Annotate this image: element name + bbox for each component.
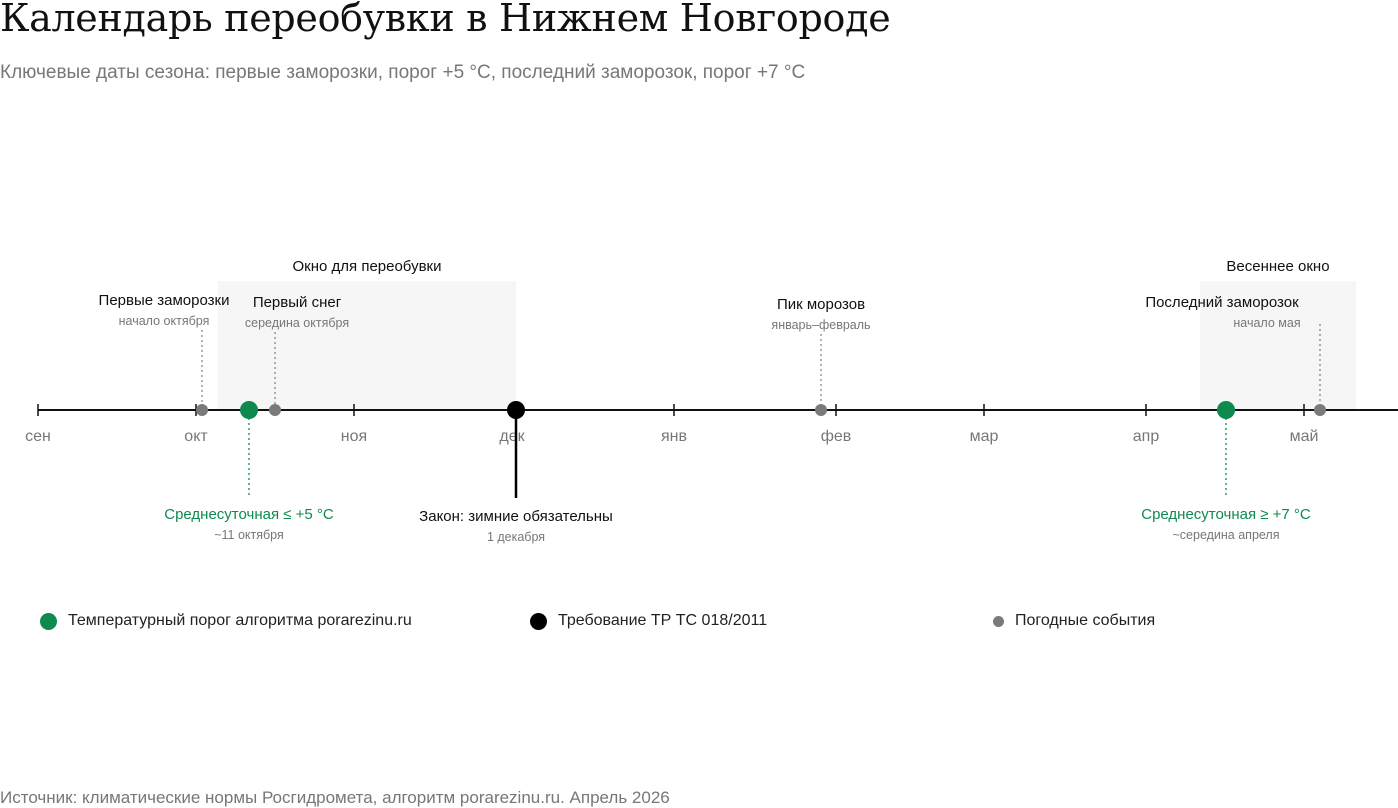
legend-label-threshold: Температурный порог алгоритма porarezinu.ru	[68, 612, 412, 629]
month-label-fev: фев	[820, 428, 852, 445]
month-label-yanv: янв	[661, 428, 687, 445]
black-dot-icon	[530, 613, 547, 630]
legend-label-law: Требование ТР ТС 018/2011	[558, 612, 768, 629]
month-label-sep: сен	[25, 428, 51, 445]
first-snow-dot-icon	[269, 404, 281, 416]
spring-window-label: Весеннее окно	[1226, 258, 1330, 275]
peak-frost-note: январь–февраль	[771, 318, 871, 332]
autumn-window-label: Окно для переобувки	[292, 258, 442, 275]
last-frost-dot-icon	[1314, 404, 1326, 416]
threshold-spring-title: Среднесуточная ≥ +7 °C	[1141, 506, 1311, 523]
last-frost-note: начало мая	[1233, 316, 1301, 330]
page-subtitle: Ключевые даты сезона: первые заморозки, порог +5 °C, последний заморозок, порог +7 °C	[0, 62, 806, 83]
last-frost-title: Последний заморозок	[1145, 294, 1299, 311]
law-dot-icon	[507, 401, 525, 419]
legend-item-threshold	[40, 612, 412, 630]
first-snow-title: Первый снег	[252, 294, 342, 311]
first-snow-note: середина октября	[244, 316, 350, 330]
legend-item-law	[530, 612, 767, 630]
page-title: Календарь переобувки в Нижнем Новгороде	[0, 0, 891, 40]
gray-dot-icon	[993, 616, 1004, 627]
threshold-spring-dot-icon	[1217, 401, 1235, 419]
legend-item-weather	[993, 612, 1155, 630]
peak-frost-title: Пик морозов	[776, 296, 866, 313]
threshold-autumn-note: ~11 октября	[214, 528, 284, 542]
first-frost-note: начало октября	[118, 314, 210, 328]
threshold-autumn-title: Среднесуточная ≤ +5 °C	[164, 506, 334, 523]
month-label-mar: мар	[969, 428, 999, 445]
month-label-apr: апр	[1132, 428, 1160, 445]
threshold-spring-note: ~середина апреля	[1172, 528, 1280, 542]
source-note: Источник: климатические нормы Росгидромета, алгоритм porarezinu.ru. Апрель 2026	[0, 788, 670, 807]
threshold-autumn-dot-icon	[240, 401, 258, 419]
green-dot-icon	[40, 613, 57, 630]
month-label-noya: ноя	[340, 428, 368, 445]
law-title: Закон: зимние обязательны	[419, 508, 613, 525]
law-note: 1 декабря	[486, 530, 546, 544]
month-label-okt: окт	[184, 428, 208, 445]
month-label-dek: дек	[499, 428, 525, 445]
legend-label-weather: Погодные события	[1015, 612, 1156, 629]
peak-frost-dot-icon	[815, 404, 827, 416]
first-frost-dot-icon	[196, 404, 208, 416]
month-label-may: май	[1289, 428, 1319, 445]
first-frost-title: Первые заморозки	[98, 292, 230, 309]
